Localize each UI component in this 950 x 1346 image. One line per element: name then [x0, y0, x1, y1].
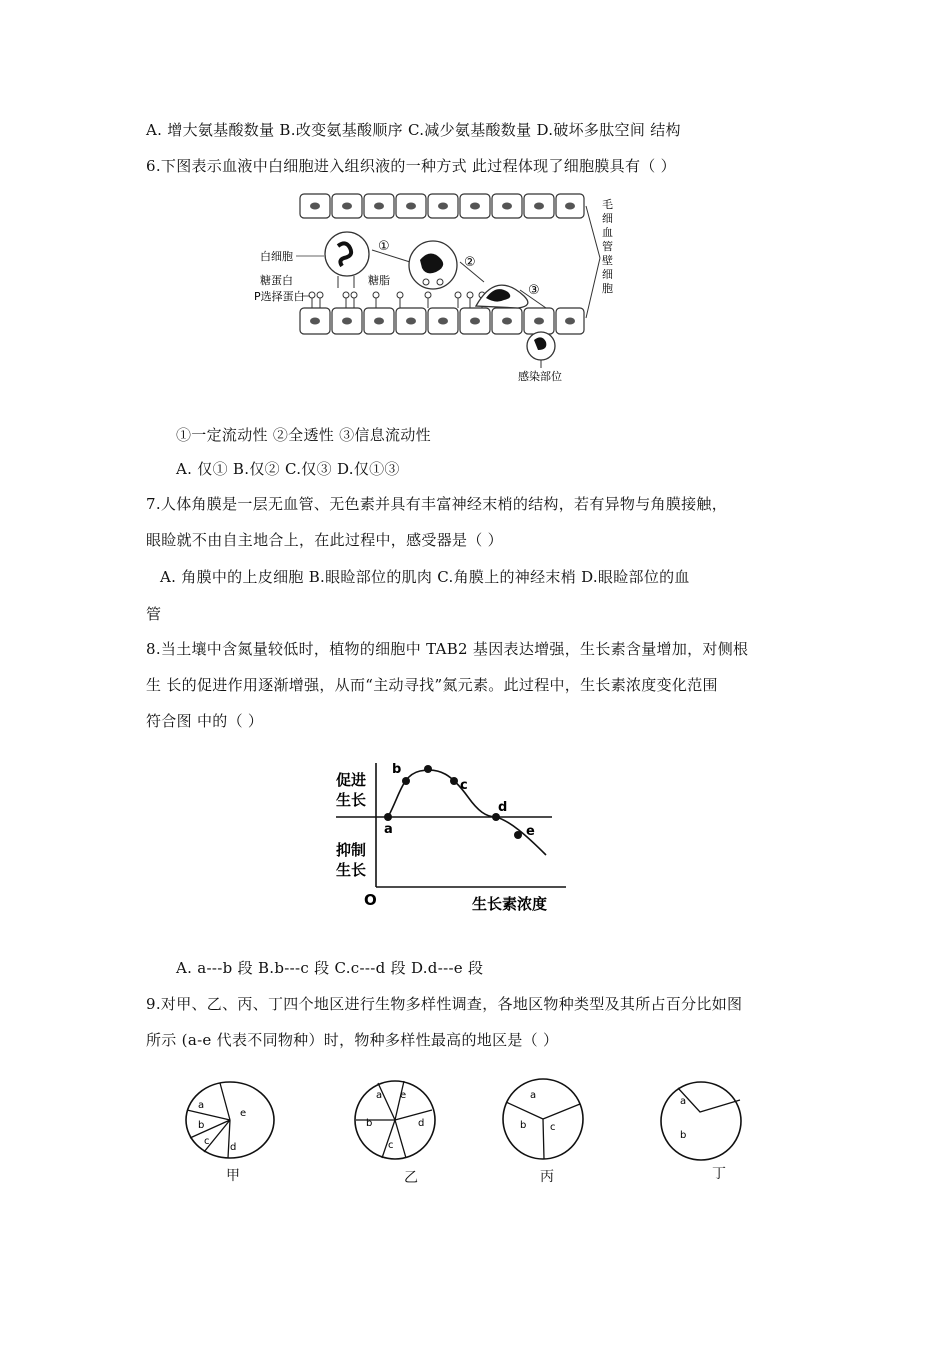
- ding-a: a: [680, 1096, 687, 1107]
- promote-label-1: 促进: [336, 771, 367, 789]
- label-b: b: [392, 762, 402, 777]
- jia-d: d: [230, 1142, 237, 1153]
- region-yi: 乙: [404, 1170, 418, 1186]
- point-peak: [424, 765, 432, 773]
- svg-text:毛: 毛: [602, 198, 613, 211]
- yi-b: b: [366, 1118, 373, 1129]
- q7-options-1: A. 角膜中的上皮细胞 B.眼睑部位的肌肉 C.角膜上的神经末梢 D.眼睑部位的血: [160, 568, 690, 586]
- white-blood-cell-4: [527, 332, 555, 360]
- pie-yi: [352, 1078, 438, 1162]
- pie-ding: [658, 1080, 744, 1162]
- q8-stem-2: 生 长的促进作用逐渐增强，从而“主动寻找”氮元素。此过程中，生长素浓度变化范围: [146, 676, 718, 694]
- bing-c: c: [550, 1122, 556, 1133]
- q7-stem-1: 7.人体角膜是一层无血管、无色素并具有丰富神经末梢的结构，若有异物与角膜接触，: [146, 495, 728, 513]
- q6-options: A. 仅① B.仅② C.仅③ D.仅①③: [176, 460, 400, 478]
- glycoprotein-label: 糖蛋白: [260, 274, 293, 287]
- q9-stem-2: 所示 (a-e 代表不同物种）时，物种多样性最高的地区是（ ）: [146, 1031, 559, 1049]
- label-e: e: [526, 824, 535, 839]
- pie-bing: [500, 1076, 586, 1162]
- label-d: d: [498, 800, 508, 815]
- region-ding: 丁: [712, 1166, 726, 1182]
- label-a: a: [384, 822, 393, 837]
- bing-b: b: [520, 1120, 527, 1131]
- wbc-label: 白细胞: [260, 250, 293, 263]
- white-blood-cell-2: [409, 241, 457, 289]
- bing-a: a: [530, 1090, 537, 1101]
- yi-e: e: [400, 1090, 407, 1101]
- q8-chart: [330, 755, 580, 915]
- pie-jia: [184, 1080, 280, 1160]
- label-c: c: [460, 778, 468, 793]
- x-axis-label: 生长素浓度: [472, 895, 548, 913]
- svg-text:血: 血: [602, 226, 613, 239]
- origin-label: O: [364, 891, 377, 909]
- jia-a: a: [198, 1100, 205, 1111]
- yi-a: a: [376, 1090, 383, 1101]
- point-e: [514, 831, 522, 839]
- svg-text:细: 细: [602, 212, 613, 225]
- ding-b: b: [680, 1130, 687, 1141]
- jia-e: e: [240, 1108, 247, 1119]
- p-selectin-label: P选择蛋白: [254, 290, 305, 303]
- svg-text:胞: 胞: [602, 282, 613, 295]
- svg-text:管: 管: [602, 240, 613, 253]
- step1-label: ①: [378, 239, 390, 254]
- q6-figure: [250, 190, 620, 390]
- white-blood-cell-1: [325, 232, 369, 288]
- inhibit-label-2: 生长: [336, 861, 367, 879]
- yi-d: d: [418, 1118, 425, 1129]
- glycolipid-label: 糖脂: [368, 274, 390, 287]
- q6-stem: 6.下图表示血液中白细胞进入组织液的一种方式 此过程体现了细胞膜具有（ ）: [146, 157, 676, 175]
- infection-label: 感染部位: [518, 370, 562, 383]
- q9-stem-1: 9.对甲、乙、丙、丁四个地区进行生物多样性调查，各地区物种类型及其所占百分比如图: [146, 995, 743, 1013]
- q7-stem-2: 眼睑就不由自主地合上，在此过程中，感受器是（ ）: [146, 531, 503, 549]
- point-c: [450, 777, 458, 785]
- region-bing: 丙: [540, 1169, 554, 1185]
- inhibit-label-1: 抑制: [336, 841, 367, 859]
- yi-c: c: [388, 1140, 394, 1151]
- svg-text:壁: 壁: [602, 254, 613, 267]
- q7-options-2: 管: [146, 605, 162, 623]
- point-a: [384, 813, 392, 821]
- step3-label: ③: [528, 283, 540, 298]
- point-b: [402, 777, 410, 785]
- jia-c: c: [204, 1136, 210, 1147]
- jia-b: b: [198, 1120, 205, 1131]
- q8-options: A. a---b 段 B.b---c 段 C.c---d 段 D.d---e 段: [176, 959, 484, 977]
- capillary-wall-label: [602, 198, 613, 295]
- q5-options: A. 增大氨基酸数量 B.改变氨基酸顺序 C.减少氨基酸数量 D.破坏多肽空间 结构: [146, 121, 681, 139]
- q6-statements: ①一定流动性 ②全透性 ③信息流动性: [176, 426, 431, 444]
- promote-label-2: 生长: [336, 791, 367, 809]
- region-jia: 甲: [226, 1168, 240, 1184]
- svg-text:细: 细: [602, 268, 613, 281]
- q8-stem-3: 符合图 中的（ ）: [146, 712, 264, 730]
- step2-label: ②: [464, 255, 476, 270]
- white-blood-cell-3: [476, 285, 528, 308]
- q8-stem-1: 8.当土壤中含氮量较低时，植物的细胞中 TAB2 基因表达增强，生长素含量增加，对侧根: [146, 640, 749, 658]
